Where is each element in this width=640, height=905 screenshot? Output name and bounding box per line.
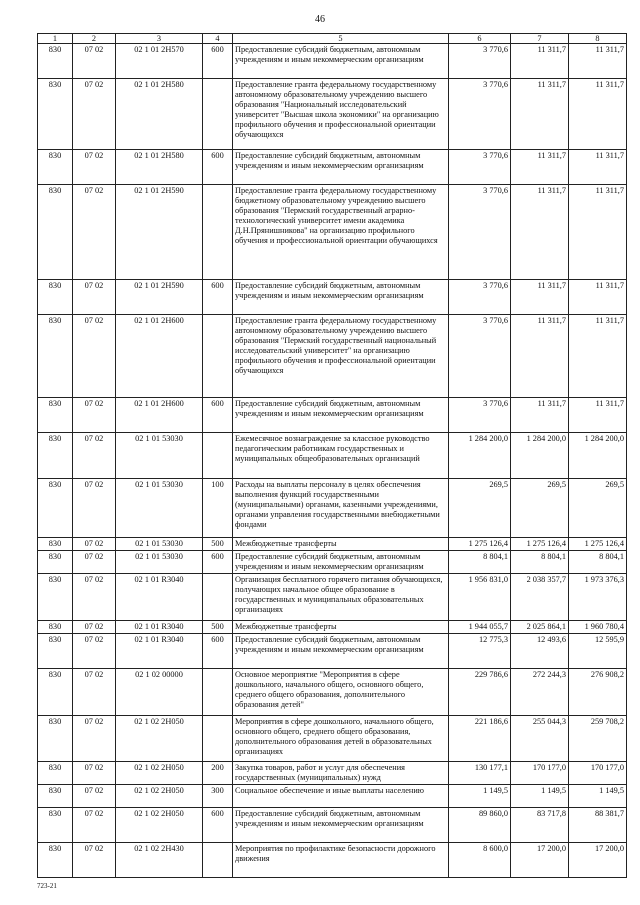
- description-cell: Ежемесячное вознаграждение за классное руководство педагогическим работникам государственных и муниципальных общеобразовательных организаций: [233, 433, 449, 479]
- amount-2022-cell: 11 311,7: [511, 185, 569, 280]
- section-code-cell: 07 02: [73, 280, 116, 315]
- admin-code-cell: 830: [38, 280, 73, 315]
- expense-type-cell: 600: [203, 398, 233, 433]
- amount-2023-cell: 11 311,7: [569, 79, 627, 150]
- table-row: [38, 538, 627, 551]
- footer-code: 723-21: [37, 882, 57, 890]
- section-code-cell: 07 02: [73, 634, 116, 669]
- amount-2023-cell: 269,5: [569, 479, 627, 538]
- budget-table: [37, 33, 627, 878]
- section-code-cell: 07 02: [73, 433, 116, 479]
- description-cell: Предоставление субсидий бюджетным, автономным учреждениям и иным некоммерческим организациям: [233, 150, 449, 185]
- section-code-cell: 07 02: [73, 785, 116, 808]
- amount-2021-cell: 229 786,6: [449, 669, 511, 716]
- amount-2023-cell: 11 311,7: [569, 280, 627, 315]
- description-cell: Расходы на выплаты персоналу в целях обеспечения выполнения функций государственными (муниципальными) органами, казенными учреждениями, органами управления государственными внебюджетными фондами: [233, 479, 449, 538]
- amount-2023-cell: 276 908,2: [569, 669, 627, 716]
- amount-2023-cell: 1 275 126,4: [569, 538, 627, 551]
- expense-type-cell: 600: [203, 634, 233, 669]
- amount-2023-cell: 259 708,2: [569, 716, 627, 762]
- section-code-cell: 07 02: [73, 669, 116, 716]
- table-row: [38, 762, 627, 785]
- admin-code-cell: 830: [38, 398, 73, 433]
- amount-2023-cell: 170 177,0: [569, 762, 627, 785]
- table-row: [38, 785, 627, 808]
- expense-type-cell: [203, 79, 233, 150]
- admin-code-cell: 830: [38, 785, 73, 808]
- table-row: [38, 280, 627, 315]
- expense-type-cell: 600: [203, 551, 233, 574]
- column-header: 3: [116, 34, 203, 44]
- amount-2022-cell: 269,5: [511, 479, 569, 538]
- section-code-cell: 07 02: [73, 843, 116, 878]
- section-code-cell: 07 02: [73, 716, 116, 762]
- expense-type-cell: 500: [203, 621, 233, 634]
- page-number: 46: [315, 14, 325, 25]
- amount-2021-cell: 130 177,1: [449, 762, 511, 785]
- amount-2021-cell: 1 956 831,0: [449, 574, 511, 621]
- expense-type-cell: 600: [203, 280, 233, 315]
- admin-code-cell: 830: [38, 315, 73, 398]
- admin-code-cell: 830: [38, 574, 73, 621]
- amount-2023-cell: 8 804,1: [569, 551, 627, 574]
- header-row: [38, 34, 627, 44]
- amount-2022-cell: 2 038 357,7: [511, 574, 569, 621]
- section-code-cell: 07 02: [73, 621, 116, 634]
- target-article-cell: 02 1 01 R3040: [116, 574, 203, 621]
- admin-code-cell: 830: [38, 621, 73, 634]
- amount-2021-cell: 1 149,5: [449, 785, 511, 808]
- amount-2021-cell: 1 275 126,4: [449, 538, 511, 551]
- table-row: [38, 574, 627, 621]
- target-article-cell: 02 1 02 2Н430: [116, 843, 203, 878]
- section-code-cell: 07 02: [73, 808, 116, 843]
- description-cell: Социальное обеспечение и иные выплаты населению: [233, 785, 449, 808]
- amount-2022-cell: 11 311,7: [511, 315, 569, 398]
- amount-2021-cell: 269,5: [449, 479, 511, 538]
- amount-2022-cell: 8 804,1: [511, 551, 569, 574]
- description-cell: Организация бесплатного горячего питания обучающихся, получающих начальное общее образование в государственных и муниципальных образовательных организациях: [233, 574, 449, 621]
- amount-2022-cell: 2 025 864,1: [511, 621, 569, 634]
- expense-type-cell: [203, 843, 233, 878]
- amount-2022-cell: 170 177,0: [511, 762, 569, 785]
- amount-2021-cell: 3 770,6: [449, 315, 511, 398]
- admin-code-cell: 830: [38, 150, 73, 185]
- amount-2021-cell: 3 770,6: [449, 185, 511, 280]
- admin-code-cell: 830: [38, 634, 73, 669]
- section-code-cell: 07 02: [73, 574, 116, 621]
- section-code-cell: 07 02: [73, 551, 116, 574]
- amount-2021-cell: 89 860,0: [449, 808, 511, 843]
- amount-2021-cell: 8 600,0: [449, 843, 511, 878]
- amount-2023-cell: 1 960 780,4: [569, 621, 627, 634]
- table-row: [38, 669, 627, 716]
- amount-2023-cell: 88 381,7: [569, 808, 627, 843]
- description-cell: Закупка товаров, работ и услуг для обеспечения государственных (муниципальных) нужд: [233, 762, 449, 785]
- table-row: [38, 44, 627, 79]
- table-row: [38, 808, 627, 843]
- expense-type-cell: [203, 716, 233, 762]
- target-article-cell: 02 1 01 R3040: [116, 634, 203, 669]
- table-body: [38, 44, 627, 878]
- amount-2021-cell: 3 770,6: [449, 398, 511, 433]
- amount-2022-cell: 17 200,0: [511, 843, 569, 878]
- amount-2022-cell: 11 311,7: [511, 280, 569, 315]
- table-row: [38, 150, 627, 185]
- description-cell: Предоставление субсидий бюджетным, автономным учреждениям и иным некоммерческим организациям: [233, 634, 449, 669]
- admin-code-cell: 830: [38, 44, 73, 79]
- table-row: [38, 479, 627, 538]
- amount-2023-cell: 12 595,9: [569, 634, 627, 669]
- amount-2023-cell: 11 311,7: [569, 150, 627, 185]
- description-cell: Предоставление субсидий бюджетным, автономным учреждениям и иным некоммерческим организациям: [233, 44, 449, 79]
- amount-2022-cell: 1 149,5: [511, 785, 569, 808]
- description-cell: Межбюджетные трансферты: [233, 538, 449, 551]
- admin-code-cell: 830: [38, 79, 73, 150]
- table-row: [38, 315, 627, 398]
- expense-type-cell: [203, 669, 233, 716]
- column-header: 5: [233, 34, 449, 44]
- section-code-cell: 07 02: [73, 44, 116, 79]
- column-header: 2: [73, 34, 116, 44]
- target-article-cell: 02 1 01 2Н570: [116, 44, 203, 79]
- table-row: [38, 433, 627, 479]
- description-cell: Мероприятия в сфере дошкольного, начального общего, основного общего, среднего общего образования, дополнительного образования детей в образовательных организациях: [233, 716, 449, 762]
- description-cell: Межбюджетные трансферты: [233, 621, 449, 634]
- target-article-cell: 02 1 01 2Н590: [116, 280, 203, 315]
- section-code-cell: 07 02: [73, 150, 116, 185]
- amount-2022-cell: 272 244,3: [511, 669, 569, 716]
- admin-code-cell: 830: [38, 551, 73, 574]
- expense-type-cell: 600: [203, 44, 233, 79]
- target-article-cell: 02 1 02 2Н050: [116, 716, 203, 762]
- table-row: [38, 621, 627, 634]
- column-header: 6: [449, 34, 511, 44]
- admin-code-cell: 830: [38, 716, 73, 762]
- amount-2021-cell: 221 186,6: [449, 716, 511, 762]
- section-code-cell: 07 02: [73, 315, 116, 398]
- column-header: 4: [203, 34, 233, 44]
- table-row: [38, 716, 627, 762]
- section-code-cell: 07 02: [73, 479, 116, 538]
- expense-type-cell: 100: [203, 479, 233, 538]
- section-code-cell: 07 02: [73, 762, 116, 785]
- amount-2023-cell: 17 200,0: [569, 843, 627, 878]
- expense-type-cell: 300: [203, 785, 233, 808]
- target-article-cell: 02 1 01 2Н580: [116, 150, 203, 185]
- description-cell: Предоставление субсидий бюджетным, автономным учреждениям и иным некоммерческим организациям: [233, 280, 449, 315]
- admin-code-cell: 830: [38, 669, 73, 716]
- target-article-cell: 02 1 01 2Н590: [116, 185, 203, 280]
- amount-2022-cell: 255 044,3: [511, 716, 569, 762]
- description-cell: Предоставление гранта федеральному государственному бюджетному образовательному учреждению высшего образования "Пермский государственный аграрно-технологический университет имени академика Д.Н.Прянишникова" на организацию профильного обучения и профессиональной ориентации обучающихся: [233, 185, 449, 280]
- target-article-cell: 02 1 01 53030: [116, 538, 203, 551]
- section-code-cell: 07 02: [73, 398, 116, 433]
- amount-2023-cell: 1 149,5: [569, 785, 627, 808]
- column-header: 1: [38, 34, 73, 44]
- column-header: 7: [511, 34, 569, 44]
- expense-type-cell: 600: [203, 150, 233, 185]
- section-code-cell: 07 02: [73, 538, 116, 551]
- amount-2022-cell: 1 275 126,4: [511, 538, 569, 551]
- target-article-cell: 02 1 01 2Н600: [116, 398, 203, 433]
- column-header: 8: [569, 34, 627, 44]
- description-cell: Предоставление субсидий бюджетным, автономным учреждениям и иным некоммерческим организациям: [233, 808, 449, 843]
- amount-2021-cell: 12 775,3: [449, 634, 511, 669]
- target-article-cell: 02 1 01 53030: [116, 551, 203, 574]
- amount-2022-cell: 11 311,7: [511, 150, 569, 185]
- amount-2021-cell: 3 770,6: [449, 150, 511, 185]
- table-row: [38, 843, 627, 878]
- expense-type-cell: [203, 433, 233, 479]
- amount-2021-cell: 3 770,6: [449, 44, 511, 79]
- description-cell: Мероприятия по профилактике безопасности дорожного движения: [233, 843, 449, 878]
- amount-2022-cell: 11 311,7: [511, 398, 569, 433]
- amount-2023-cell: 11 311,7: [569, 315, 627, 398]
- target-article-cell: 02 1 01 53030: [116, 433, 203, 479]
- description-cell: Предоставление субсидий бюджетным, автономным учреждениям и иным некоммерческим организациям: [233, 551, 449, 574]
- admin-code-cell: 830: [38, 479, 73, 538]
- expense-type-cell: [203, 185, 233, 280]
- amount-2022-cell: 83 717,8: [511, 808, 569, 843]
- amount-2022-cell: 1 284 200,0: [511, 433, 569, 479]
- expense-type-cell: 500: [203, 538, 233, 551]
- amount-2021-cell: 1 944 055,7: [449, 621, 511, 634]
- admin-code-cell: 830: [38, 808, 73, 843]
- target-article-cell: 02 1 01 53030: [116, 479, 203, 538]
- admin-code-cell: 830: [38, 433, 73, 479]
- amount-2021-cell: 3 770,6: [449, 280, 511, 315]
- admin-code-cell: 830: [38, 185, 73, 280]
- expense-type-cell: 600: [203, 808, 233, 843]
- section-code-cell: 07 02: [73, 79, 116, 150]
- amount-2023-cell: 11 311,7: [569, 398, 627, 433]
- description-cell: Основное мероприятие "Мероприятия в сфере дошкольного, начального общего, основного общего, среднего общего образования, дополнительного образования детей": [233, 669, 449, 716]
- table-row: [38, 185, 627, 280]
- target-article-cell: 02 1 01 R3040: [116, 621, 203, 634]
- description-cell: Предоставление гранта федеральному государственному автономному образовательному учреждению высшего образования "Национальный исследовательский университет "Высшая школа экономики" на организацию профильного обучения и профессиональной ориентации обучающихся: [233, 79, 449, 150]
- table-row: [38, 79, 627, 150]
- table-row: [38, 551, 627, 574]
- target-article-cell: 02 1 01 2Н600: [116, 315, 203, 398]
- amount-2021-cell: 8 804,1: [449, 551, 511, 574]
- expense-type-cell: 200: [203, 762, 233, 785]
- amount-2023-cell: 11 311,7: [569, 185, 627, 280]
- amount-2023-cell: 1 284 200,0: [569, 433, 627, 479]
- amount-2022-cell: 11 311,7: [511, 44, 569, 79]
- amount-2021-cell: 3 770,6: [449, 79, 511, 150]
- amount-2023-cell: 11 311,7: [569, 44, 627, 79]
- description-cell: Предоставление гранта федеральному государственному автономному образовательному учреждению высшего образования "Пермский государственный национальный исследовательский университет" на организацию профильного обучения и профессиональной ориентации обучающихся: [233, 315, 449, 398]
- admin-code-cell: 830: [38, 843, 73, 878]
- target-article-cell: 02 1 01 2Н580: [116, 79, 203, 150]
- amount-2021-cell: 1 284 200,0: [449, 433, 511, 479]
- admin-code-cell: 830: [38, 762, 73, 785]
- amount-2023-cell: 1 973 376,3: [569, 574, 627, 621]
- table-row: [38, 398, 627, 433]
- amount-2022-cell: 11 311,7: [511, 79, 569, 150]
- section-code-cell: 07 02: [73, 185, 116, 280]
- target-article-cell: 02 1 02 2Н050: [116, 785, 203, 808]
- expense-type-cell: [203, 574, 233, 621]
- amount-2022-cell: 12 493,6: [511, 634, 569, 669]
- target-article-cell: 02 1 02 00000: [116, 669, 203, 716]
- admin-code-cell: 830: [38, 538, 73, 551]
- table-row: [38, 634, 627, 669]
- description-cell: Предоставление субсидий бюджетным, автономным учреждениям и иным некоммерческим организациям: [233, 398, 449, 433]
- target-article-cell: 02 1 02 2Н050: [116, 808, 203, 843]
- target-article-cell: 02 1 02 2Н050: [116, 762, 203, 785]
- expense-type-cell: [203, 315, 233, 398]
